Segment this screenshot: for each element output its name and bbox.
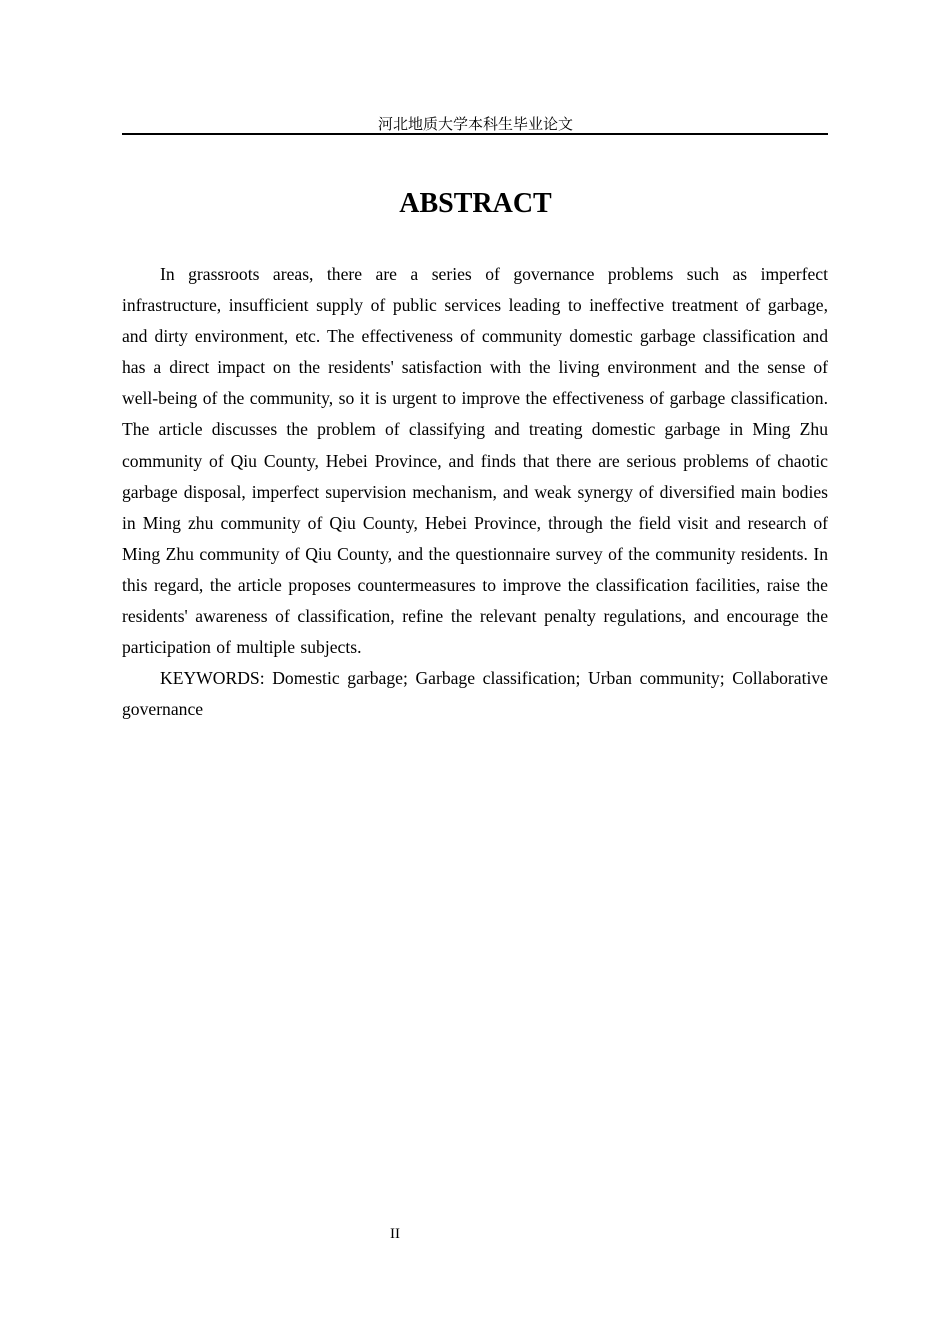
header-rule (122, 133, 828, 135)
keywords-text: Domestic garbage; Garbage classification; Urban community; Collaborative governance (122, 668, 828, 720)
abstract-body (122, 259, 828, 725)
keywords-paragraph (122, 663, 828, 725)
running-header: 河北地质大学本科生毕业论文 (377, 115, 573, 133)
abstract-paragraph: In grassroots areas, there are a series of governance problems such as imperfect infrastructure, insufficient supply of public services leading to ineffective treatment of garbage, and dirty environment, etc. The effectiveness of community domestic garbage classification and has a direct impact on the residents' satisfaction with the living environment and the sense of well-being of the community, so it is urgent to improve the effectiveness of garbage classification. The article discusses the problem of classifying and treating domestic garbage in Ming Zhu community of Qiu County, Hebei Province, and finds that there are serious problems of chaotic garbage disposal, imperfect supervision mechanism, and weak synergy of diversified main bodies in Ming zhu community of Qiu County, Hebei Province, through the field visit and research of Ming Zhu community of Qiu County, and the questionnaire survey of the community residents. In this regard, the article proposes countermeasures to improve the classification facilities, raise the residents' awareness of classification, refine the relevant penalty regulations, and encourage the participation of multiple subjects. (122, 264, 828, 658)
keywords-label: KEYWORDS: (160, 668, 265, 689)
abstract-title: ABSTRACT (399, 188, 552, 219)
page-number: II (390, 1226, 400, 1242)
